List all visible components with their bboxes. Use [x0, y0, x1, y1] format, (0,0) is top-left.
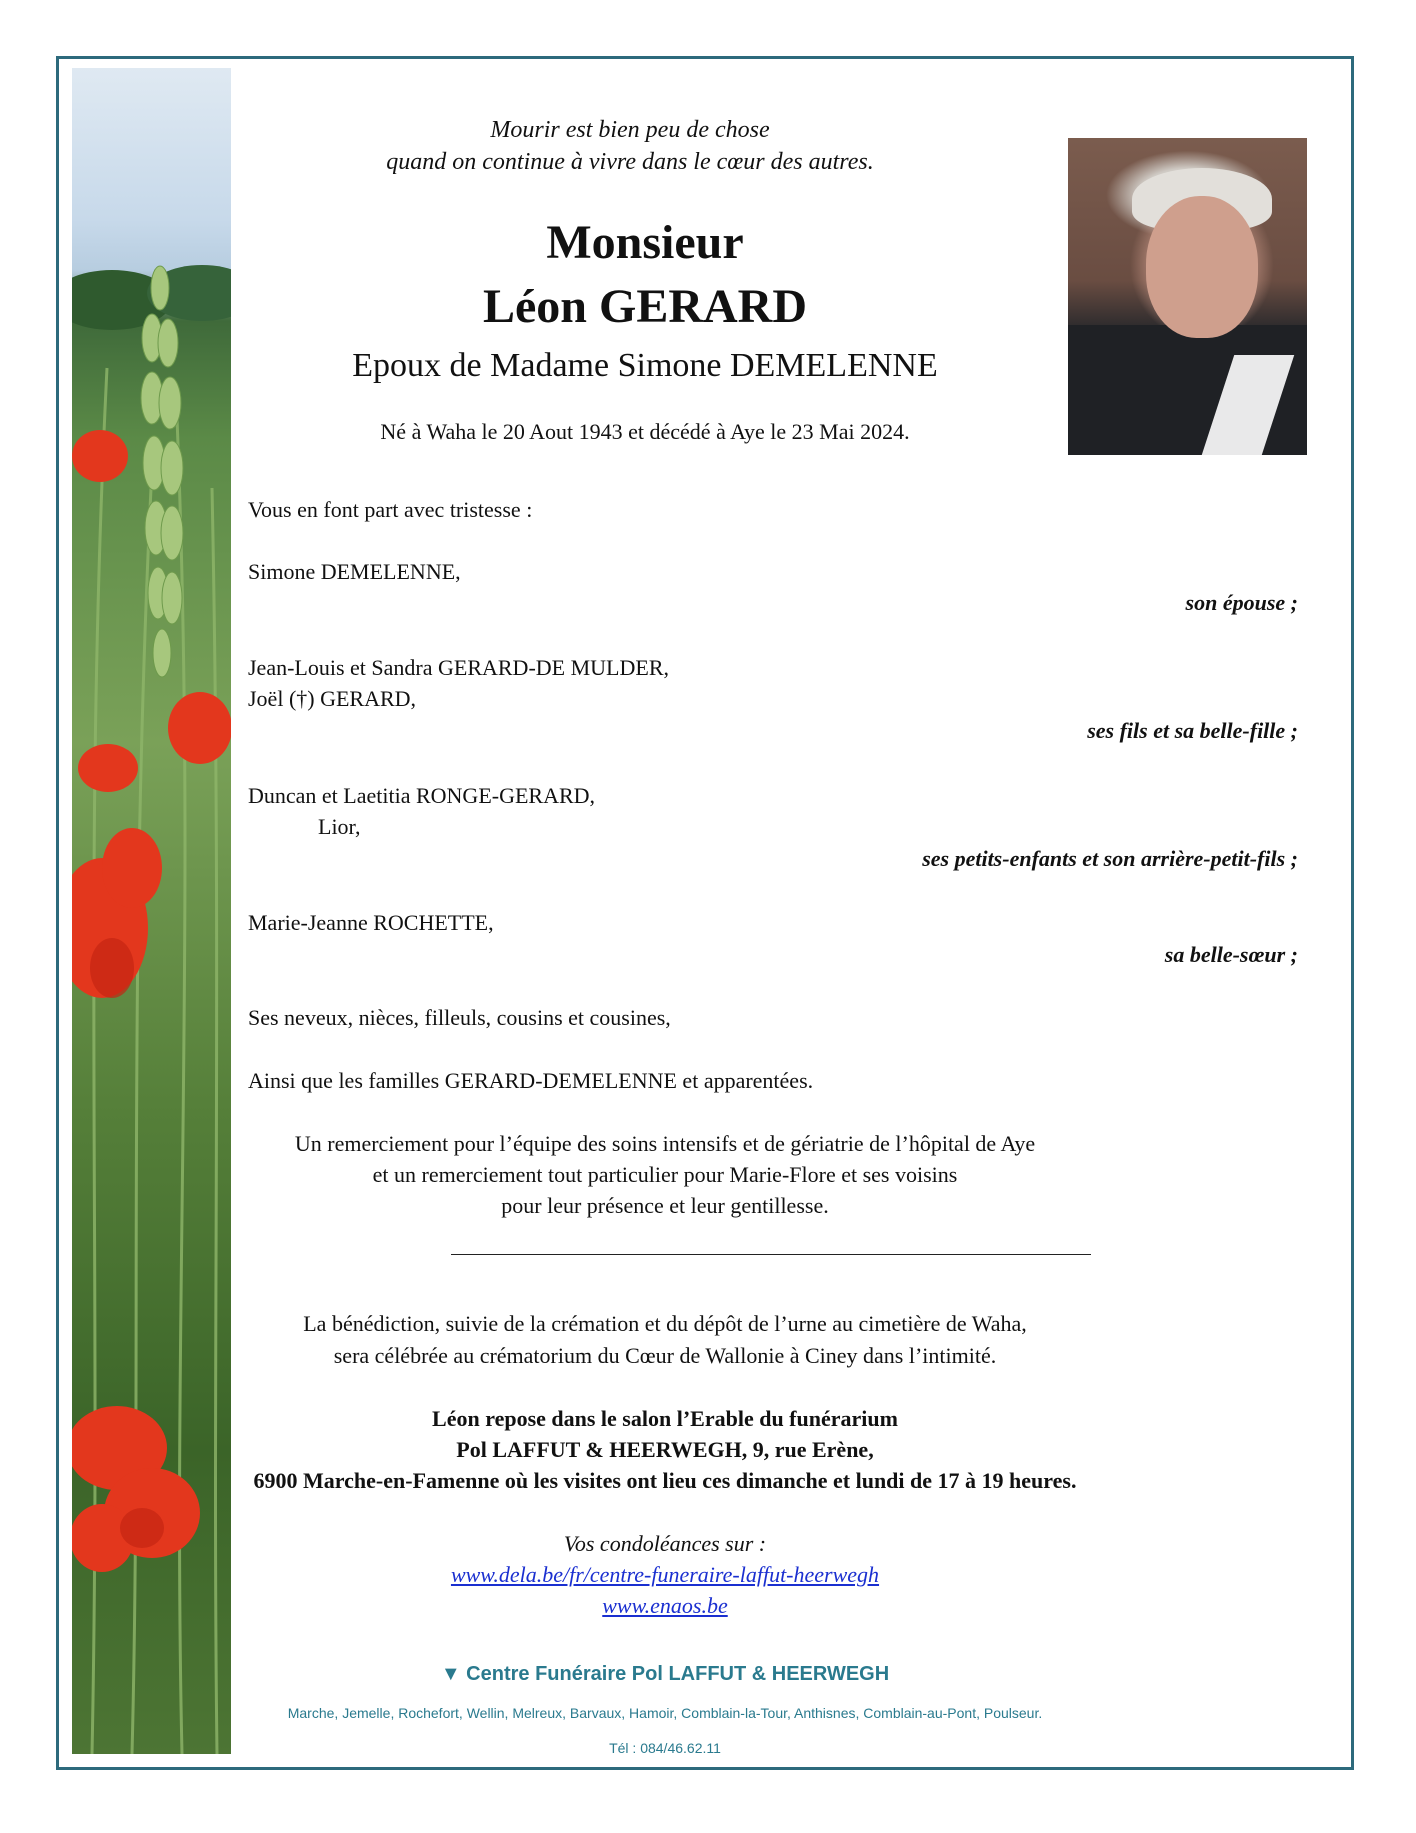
visitation-line-3: 6900 Marche-en-Famenne où les visites ont lieu ces dimanche et lundi de 17 à 19 heures. — [253, 1468, 1077, 1493]
divider-line — [451, 1254, 1091, 1255]
spouse-line: Epoux de Madame Simone DEMELENNE — [352, 347, 938, 384]
thanks-line-3: pour leur présence et leur gentillesse. — [501, 1193, 829, 1218]
thanks-line-1: Un remerciement pour l’équipe des soins intensifs et de gériatrie de l’hôpital de Aye — [294, 1131, 1036, 1156]
family-name: Joël (†) GERARD, — [248, 686, 417, 711]
ceremony-line-2: sera célébrée au crématorium du Cœur de Wallonie à Ciney dans l’intimité. — [333, 1343, 997, 1368]
family-name: Lior, — [318, 814, 361, 839]
triangle-down-icon: ▼ — [440, 1663, 461, 1685]
extended-family: Ses neveux, nièces, filleuls, cousins et cousines, — [248, 1005, 671, 1030]
announcement-intro: Vous en font part avec tristesse : — [248, 497, 533, 522]
birth-death-line: Né à Waha le 20 Aout 1943 et décédé à Aye le 23 Mai 2024. — [380, 419, 910, 444]
visitation-line-2: Pol LAFFUT & HEERWEGH, 9, rue Erène, — [456, 1437, 874, 1462]
condolences-label: Vos condoléances sur : — [563, 1531, 767, 1556]
families-line: Ainsi que les familles GERARD-DEMELENNE et apparentées. — [248, 1068, 814, 1093]
family-name: Marie-Jeanne ROCHETTE, — [248, 910, 494, 935]
portrait-photo — [1068, 138, 1307, 455]
family-name: Jean-Louis et Sandra GERARD-DE MULDER, — [248, 655, 669, 680]
family-relation: ses petits-enfants et son arrière-petit-fils ; — [922, 846, 1298, 871]
ceremony-line-1: La bénédiction, suivie de la crémation et du dépôt de l’urne au cimetière de Waha, — [303, 1311, 1027, 1336]
epigraph-line-1: Mourir est bien peu de chose — [490, 117, 770, 143]
condolences-link-dela[interactable]: www.dela.be/fr/centre-funeraire-laffut-heerwegh — [450, 1562, 880, 1587]
honorific-title: Monsieur — [546, 216, 744, 269]
family-name: Simone DEMELENNE, — [248, 559, 461, 584]
family-relation: sa belle-sœur ; — [1164, 942, 1298, 967]
funeral-home-name — [250, 1660, 1080, 1688]
thanks-line-2: et un remerciement tout particulier pour Marie-Flore et ses voisins — [372, 1162, 958, 1187]
funeral-home-locations: Marche, Jemelle, Rochefort, Wellin, Melreux, Barvaux, Hamoir, Comblain-la-Tour, Anthisnes, Comblain-au-Pont, Poulseur. — [287, 1705, 1043, 1721]
deceased-name: Léon GERARD — [482, 280, 808, 333]
family-name: Duncan et Laetitia RONGE-GERARD, — [248, 783, 596, 808]
condolences-link-enaos[interactable]: www.enaos.be — [602, 1593, 728, 1618]
family-relation: son épouse ; — [1185, 590, 1298, 615]
visitation-line-1: Léon repose dans le salon l’Erable du funérarium — [432, 1406, 898, 1431]
funeral-home-phone: Tél : 084/46.62.11 — [609, 1740, 721, 1756]
epigraph-line-2: quand on continue à vivre dans le cœur des autres. — [386, 149, 874, 175]
funeral-home-label: Centre Funéraire Pol LAFFUT & HEERWEGH — [466, 1663, 890, 1685]
family-relation: ses fils et sa belle-fille ; — [1087, 718, 1298, 743]
